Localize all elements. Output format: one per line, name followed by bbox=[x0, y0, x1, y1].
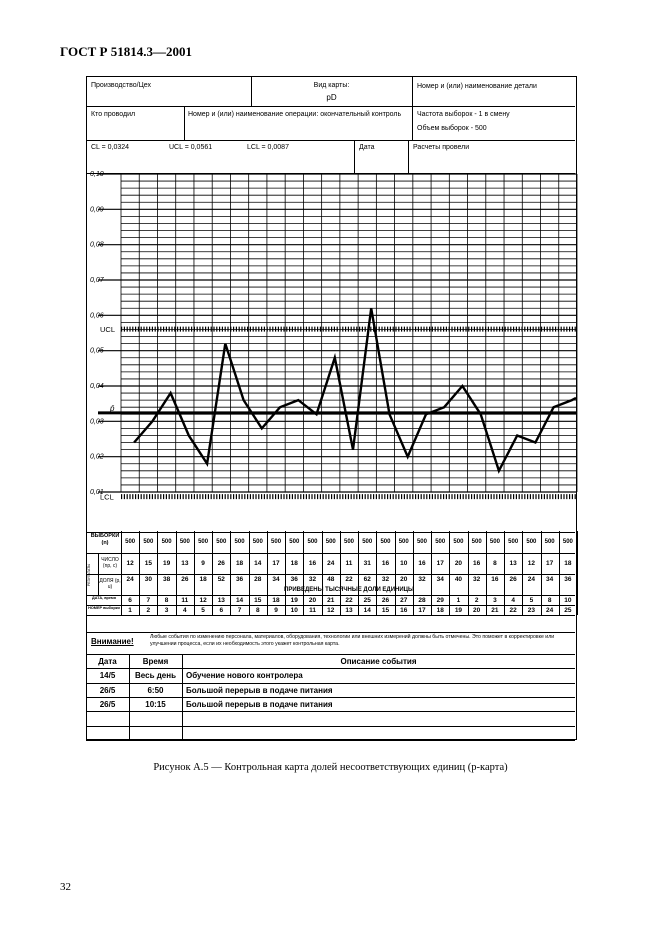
fraction-cell: 34 bbox=[546, 576, 554, 583]
count-cell: 19 bbox=[162, 560, 171, 567]
y-tick-label: 0,02 bbox=[90, 453, 104, 461]
fraction-cell: 24 bbox=[126, 576, 134, 583]
fraction-cell: 32 bbox=[473, 576, 481, 583]
cl-line-label: p̄ bbox=[110, 403, 115, 413]
frequency-label: Частота выборок - 1 в смену bbox=[417, 111, 510, 118]
count-cell: 16 bbox=[381, 560, 390, 567]
fraction-cell: 52 bbox=[217, 576, 225, 583]
date-cell: 29 bbox=[436, 597, 444, 604]
operation-label: Номер и (или) наименование операции: окончательный контроль bbox=[188, 111, 402, 118]
events-hline bbox=[86, 697, 575, 698]
number-cell: 10 bbox=[290, 607, 298, 614]
sample-cell: 500 bbox=[307, 539, 318, 545]
events-hline bbox=[86, 711, 575, 712]
control-limit-lines bbox=[98, 325, 577, 501]
fraction-cell: 32 bbox=[381, 576, 390, 583]
sample-cell: 500 bbox=[161, 539, 172, 545]
y-tick-label: 0,01 bbox=[90, 489, 104, 496]
events-hline bbox=[86, 654, 575, 655]
table-vline bbox=[577, 531, 578, 615]
number-cell: 21 bbox=[491, 607, 499, 614]
count-cell: 12 bbox=[527, 560, 535, 567]
sample-cell: 500 bbox=[216, 539, 227, 545]
event-desc: Большой перерыв в подаче питания bbox=[186, 685, 333, 695]
date-cell: 15 bbox=[254, 597, 262, 604]
sample-cell: 500 bbox=[125, 539, 136, 545]
count-cell: 16 bbox=[473, 560, 481, 567]
count-cell: 11 bbox=[345, 560, 353, 567]
date-cell: 12 bbox=[199, 597, 207, 604]
count-cell: 13 bbox=[181, 560, 189, 567]
fraction-cell: 36 bbox=[564, 576, 572, 583]
count-cell: 16 bbox=[308, 560, 317, 567]
calc-label: Расчеты провели bbox=[413, 144, 470, 151]
number-cell: 13 bbox=[345, 607, 353, 614]
events-time-header: Время bbox=[142, 657, 169, 666]
standard-title: ГОСТ Р 51814.3—2001 bbox=[60, 44, 192, 59]
sample-cell: 500 bbox=[143, 539, 154, 545]
y-tick-label: 0,04 bbox=[90, 383, 104, 390]
data-series bbox=[134, 308, 576, 471]
sample-cell: 500 bbox=[289, 539, 300, 545]
number-cell: 5 bbox=[201, 607, 205, 614]
number-cell: 12 bbox=[327, 607, 335, 614]
count-cell: 17 bbox=[546, 560, 554, 567]
fraction-cell: 62 bbox=[363, 576, 371, 583]
fraction-cell: 32 bbox=[418, 576, 426, 583]
fraction-cell: 34 bbox=[272, 576, 280, 583]
y-tick-label: 0,07 bbox=[90, 277, 104, 284]
date-cell: 5 bbox=[529, 597, 534, 604]
count-cell: 10 bbox=[400, 560, 408, 567]
count-cell: 9 bbox=[201, 560, 205, 567]
y-tick-label: 0,09 bbox=[90, 206, 104, 214]
count-cell: 12 bbox=[126, 560, 134, 567]
date-cell: 8 bbox=[547, 597, 552, 604]
samples-label: ВЫБОРКИ (n) bbox=[90, 533, 120, 546]
date-cell: 19 bbox=[290, 597, 298, 604]
date-cell: 13 bbox=[217, 597, 225, 604]
sample-size-label: Объем выборок - 500 bbox=[417, 125, 487, 132]
events-vline bbox=[182, 654, 183, 740]
number-cell: 18 bbox=[436, 607, 444, 614]
y-tick-label: 0,06 bbox=[90, 312, 104, 320]
count-cell: 31 bbox=[363, 560, 371, 567]
date-cell: 20 bbox=[308, 597, 317, 604]
fraction-cell: 26 bbox=[181, 576, 189, 583]
fraction-cell: 38 bbox=[162, 576, 171, 583]
ucl-line-label: UCL bbox=[100, 325, 116, 335]
chart-type-value: pD bbox=[326, 93, 337, 102]
date-cell: 14 bbox=[235, 597, 244, 604]
table-hline bbox=[86, 574, 575, 575]
fraction-cell: 28 bbox=[254, 576, 262, 583]
count-cell: 17 bbox=[436, 560, 444, 567]
chart-grid bbox=[98, 174, 577, 492]
table-hline bbox=[86, 595, 575, 596]
date-cell: 10 bbox=[564, 597, 572, 604]
sample-cell: 500 bbox=[398, 539, 409, 545]
events-date-header: Дата bbox=[98, 657, 117, 666]
fraction-cell: 22 bbox=[345, 576, 353, 583]
fraction-cell: 24 bbox=[527, 576, 535, 583]
number-cell: 24 bbox=[546, 607, 554, 614]
date-cell: 1 bbox=[456, 597, 461, 604]
y-tick-label: 0,05 bbox=[90, 347, 104, 355]
notice-text: Любые события по изменению персонала, материалов, оборудования, технологии или внешних измерений должны быть отмечены. Это поможет в корректировке или улучшении процесса, если их необходимость этого укажет контрольная карта. bbox=[150, 634, 555, 647]
fraction-cell: 36 bbox=[235, 576, 244, 583]
date-cell: 25 bbox=[363, 597, 371, 604]
fraction-cell: 32 bbox=[308, 576, 317, 583]
count-cell: 18 bbox=[235, 560, 244, 567]
results-side-label: РЕЗУЛЬТАТЫ bbox=[87, 563, 91, 587]
sample-cell: 500 bbox=[562, 539, 573, 545]
events-table bbox=[86, 654, 577, 740]
number-cell: 14 bbox=[363, 607, 371, 614]
event-time: Весь день bbox=[135, 671, 176, 681]
count-cell: 26 bbox=[217, 560, 225, 567]
count-cell: 14 bbox=[254, 560, 262, 567]
count-cell: 15 bbox=[144, 560, 152, 567]
table-hline bbox=[86, 553, 575, 554]
date-cell: 3 bbox=[493, 597, 497, 604]
number-cell: 15 bbox=[381, 607, 390, 614]
count-cell: 18 bbox=[564, 560, 572, 567]
p-series-line bbox=[134, 308, 576, 471]
count-cell: 16 bbox=[418, 560, 426, 567]
sample-cell: 500 bbox=[179, 539, 190, 545]
fraction-cell: 40 bbox=[454, 576, 463, 583]
date-cell: 7 bbox=[146, 597, 151, 604]
count-cell: 8 bbox=[493, 560, 497, 567]
fraction-cell: 26 bbox=[509, 576, 517, 583]
date-cell: 21 bbox=[327, 597, 335, 604]
page-number: 32 bbox=[60, 881, 71, 893]
date-cell: 27 bbox=[400, 597, 408, 604]
lcl-line-label: LCL bbox=[100, 492, 114, 502]
date-cell: 8 bbox=[164, 597, 169, 604]
number-row-label: НОМЕР выборки bbox=[88, 606, 120, 610]
producer-label: Производство/Цех bbox=[91, 82, 152, 89]
sample-cell: 500 bbox=[489, 539, 500, 545]
sample-cell: 500 bbox=[362, 539, 373, 545]
number-cell: 22 bbox=[509, 607, 517, 614]
count-label: ЧИСЛО (np, c) bbox=[101, 557, 119, 569]
cl-label: CL = 0,0324 bbox=[91, 144, 130, 151]
y-tick-label: 0,08 bbox=[90, 241, 104, 249]
part-label: Номер и (или) наименование детали bbox=[417, 83, 537, 90]
number-cell: 8 bbox=[255, 607, 260, 614]
date-cell: 11 bbox=[181, 597, 189, 604]
sample-cell: 500 bbox=[416, 539, 427, 545]
number-cell: 11 bbox=[309, 607, 316, 614]
fraction-cell: 34 bbox=[436, 576, 444, 583]
event-time: 6:50 bbox=[147, 685, 164, 695]
fraction-cell: 48 bbox=[327, 576, 335, 583]
events-hline bbox=[86, 668, 575, 669]
events-desc-header: Описание события bbox=[340, 657, 417, 666]
count-cell: 13 bbox=[509, 560, 517, 567]
sample-cell: 500 bbox=[198, 539, 209, 545]
date-cell: 18 bbox=[272, 597, 280, 604]
sample-cell: 500 bbox=[343, 539, 354, 545]
number-cell: 25 bbox=[564, 607, 572, 614]
events-vline bbox=[129, 654, 130, 740]
sample-cell: 500 bbox=[435, 539, 446, 545]
event-time: 10:15 bbox=[145, 699, 166, 709]
fraction-cell: 20 bbox=[400, 576, 408, 583]
number-cell: 9 bbox=[274, 607, 278, 614]
date-cell: 28 bbox=[418, 597, 426, 604]
number-cell: 7 bbox=[237, 607, 242, 614]
number-cell: 2 bbox=[146, 607, 151, 614]
fraction-cell: 16 bbox=[491, 576, 499, 583]
date-label: Дата bbox=[359, 144, 375, 151]
fraction-cell: 36 bbox=[290, 576, 298, 583]
figure-caption: Рисунок А.5 — Контрольная карта долей несоответствующих единиц (p-карта) bbox=[153, 762, 508, 773]
notice-row bbox=[86, 632, 577, 654]
count-cell: 17 bbox=[272, 560, 280, 567]
number-cell: 23 bbox=[527, 607, 535, 614]
number-cell: 20 bbox=[473, 607, 481, 614]
events-hline bbox=[86, 683, 575, 684]
number-cell: 1 bbox=[128, 607, 132, 614]
date-cell: 22 bbox=[345, 597, 353, 604]
fraction-note: ПРИВЕДЕНЫ ТЫСЯЧНЫЕ ДОЛИ ЕДИНИЦЫ bbox=[284, 587, 414, 593]
number-cell: 4 bbox=[183, 607, 187, 614]
event-desc: Обучение нового контролера bbox=[186, 671, 303, 681]
event-date: 14/5 bbox=[99, 671, 116, 681]
table-hline bbox=[86, 615, 575, 616]
events-hline bbox=[86, 726, 575, 727]
event-date: 26/5 bbox=[99, 699, 116, 709]
number-cell: 17 bbox=[418, 607, 426, 614]
y-tick-label: 0,10 bbox=[90, 171, 104, 178]
number-cell: 3 bbox=[164, 607, 169, 614]
sample-cell: 500 bbox=[453, 539, 464, 545]
count-cell: 18 bbox=[290, 560, 298, 567]
sample-cell: 500 bbox=[252, 539, 263, 545]
sample-cell: 500 bbox=[526, 539, 537, 545]
notice-label: Внимание! bbox=[91, 637, 134, 646]
date-row-label: ДАТА, время bbox=[92, 596, 116, 600]
date-cell: 4 bbox=[511, 597, 515, 604]
event-desc: Большой перерыв в подаче питания bbox=[186, 699, 333, 709]
fraction-cell: 30 bbox=[144, 576, 152, 583]
count-cell: 24 bbox=[327, 560, 335, 567]
count-cell: 20 bbox=[454, 560, 463, 567]
date-cell: 6 bbox=[128, 597, 132, 604]
table-hline bbox=[86, 605, 575, 606]
sample-cell: 500 bbox=[380, 539, 391, 545]
sample-cell: 500 bbox=[471, 539, 482, 545]
number-cell: 6 bbox=[219, 607, 224, 614]
events-hline bbox=[86, 740, 575, 741]
date-cell: 2 bbox=[474, 597, 479, 604]
fraction-label: ДОЛЯ (p, u) bbox=[99, 578, 121, 590]
sample-cell: 500 bbox=[234, 539, 245, 545]
number-cell: 19 bbox=[454, 607, 463, 614]
sample-cell: 500 bbox=[271, 539, 282, 545]
sample-cell: 500 bbox=[508, 539, 519, 545]
who-label: Кто проводил bbox=[91, 111, 136, 118]
event-date: 26/5 bbox=[99, 685, 116, 695]
lcl-label: LCL = 0,0087 bbox=[247, 144, 289, 151]
ucl-label: UCL = 0,0561 bbox=[169, 144, 213, 151]
date-cell: 26 bbox=[381, 597, 390, 604]
sample-cell: 500 bbox=[544, 539, 555, 545]
chart-type-label: Вид карты: bbox=[313, 82, 350, 89]
sample-cell: 500 bbox=[325, 539, 336, 545]
fraction-cell: 18 bbox=[199, 576, 207, 583]
y-tick-label: 0,03 bbox=[90, 418, 104, 426]
number-cell: 16 bbox=[400, 607, 408, 614]
